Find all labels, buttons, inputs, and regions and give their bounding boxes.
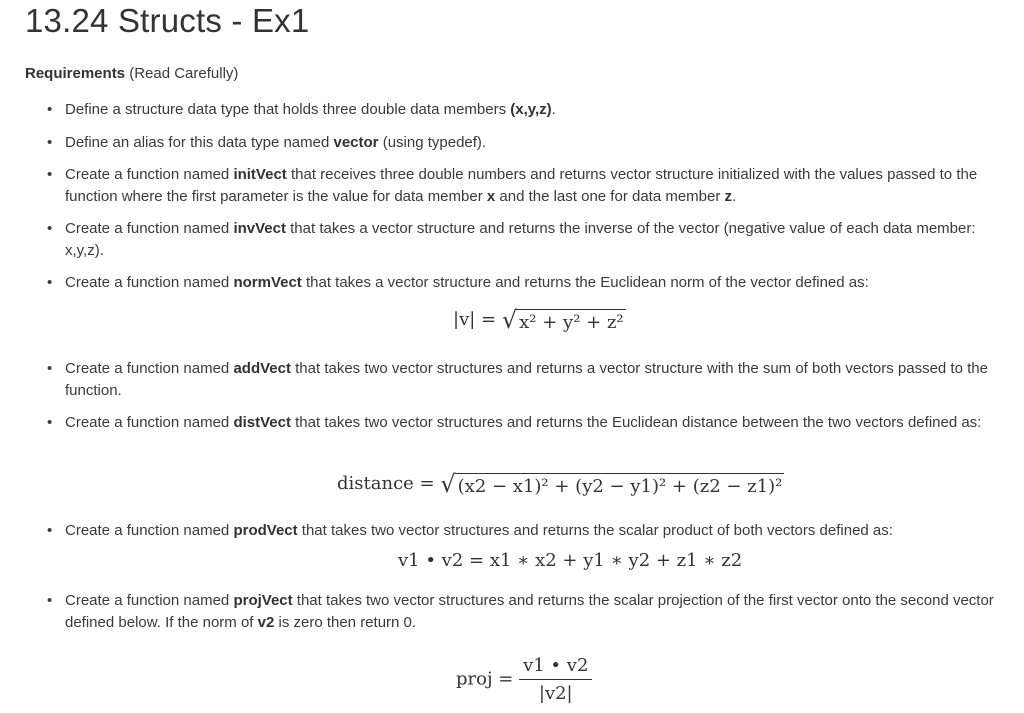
item-text: . [551, 101, 556, 118]
list-item [47, 590, 1000, 634]
item-text: Create a function named [65, 220, 234, 237]
norm-radicand: x² + y² + z² [516, 309, 626, 333]
item-keyword: initVect [233, 166, 287, 183]
list-item [47, 358, 1000, 402]
item-text: that takes a vector structure and returns the inverse of the vector (negative value of each data member: x,y,z). [65, 220, 976, 259]
item-text: Create a function named [65, 592, 234, 609]
item-text: Create a function named [65, 166, 234, 183]
projection-lhs: proj = [456, 668, 514, 690]
list-item [47, 218, 1000, 262]
item-text: is zero then return 0. [274, 614, 417, 631]
list-item [47, 412, 1000, 434]
item-text: that takes two vector structures and returns a vector structure with the sum of both vectors passed to the function. [65, 360, 988, 399]
distance-equation [337, 470, 784, 498]
item-keyword: prodVect [233, 522, 298, 539]
list-item [47, 164, 1000, 208]
norm-equation [453, 306, 626, 334]
norm-lhs: |v| = [453, 309, 497, 330]
item-text: (using typedef). [378, 134, 487, 151]
bullet: • [47, 274, 53, 291]
page-title: 13.24 Structs - Ex1 [25, 2, 310, 39]
list-item [47, 272, 1000, 294]
bullet: • [47, 101, 53, 118]
item-keyword: (x,y,z) [510, 101, 552, 118]
item-keyword: x [486, 188, 496, 205]
projection-fraction [519, 655, 592, 704]
item-text: that takes two vector structures and returns the Euclidean distance between the two vectors defined as: [290, 414, 982, 431]
item-keyword: normVect [233, 274, 302, 291]
bullet: • [47, 414, 53, 431]
sqrt-sign: √ x² + y² + z² [501, 306, 624, 334]
projection-denominator: |v2| [538, 683, 573, 704]
item-text: and the last one for data member [495, 188, 725, 205]
item-text: Define a structure data type that holds three double data members [65, 101, 511, 118]
bullet: • [47, 592, 53, 609]
item-keyword: addVect [233, 360, 291, 377]
requirements-heading [25, 65, 238, 82]
bullet: • [47, 522, 53, 539]
list-item [47, 132, 1000, 154]
item-keyword: invVect [233, 220, 286, 237]
item-text: Create a function named [65, 274, 234, 291]
projection-numerator: v1 • v2 [519, 655, 592, 680]
item-keyword: projVect [233, 592, 293, 609]
distance-radicand: (x2 − x1)² + (y2 − y1)² + (z2 − z1)² [455, 473, 785, 497]
item-text: Create a function named [65, 360, 234, 377]
item-keyword: v2 [257, 614, 275, 631]
list-item [47, 99, 1000, 121]
distance-lhs: distance = [337, 473, 435, 494]
bullet: • [47, 134, 53, 151]
requirements-label: Requirements [25, 65, 126, 82]
list-item [47, 520, 1000, 542]
requirements-note: (Read Carefully) [129, 65, 239, 82]
item-text: that takes a vector structure and returns the Euclidean norm of the vector defined as: [301, 274, 869, 291]
item-text: Create a function named [65, 522, 234, 539]
projection-equation [456, 655, 592, 704]
bullet: • [47, 360, 53, 377]
item-text: that receives three double numbers and returns vector structure initialized with the values passed to the function where the first parameter is the value for data member [65, 166, 978, 205]
item-text: Create a function named [65, 414, 234, 431]
sqrt-sign: √ (x2 − x1)² + (y2 − y1)² + (z2 − z1)² [440, 470, 783, 498]
item-text: that takes two vector structures and returns the scalar projection of the first vector onto the second vector defined below. If the norm of [65, 592, 994, 631]
item-text: Define an alias for this data type named [65, 134, 334, 151]
product-equation: v1 • v2 = x1 ∗ x2 + y1 ∗ y2 + z1 ∗ z2 [398, 550, 743, 571]
bullet: • [47, 220, 53, 237]
item-keyword: z [724, 188, 733, 205]
item-keyword: vector [333, 134, 379, 151]
item-text: . [732, 188, 737, 205]
item-text: that takes two vector structures and returns the scalar product of both vectors defined as: [297, 522, 893, 539]
bullet: • [47, 166, 53, 183]
item-keyword: distVect [233, 414, 291, 431]
